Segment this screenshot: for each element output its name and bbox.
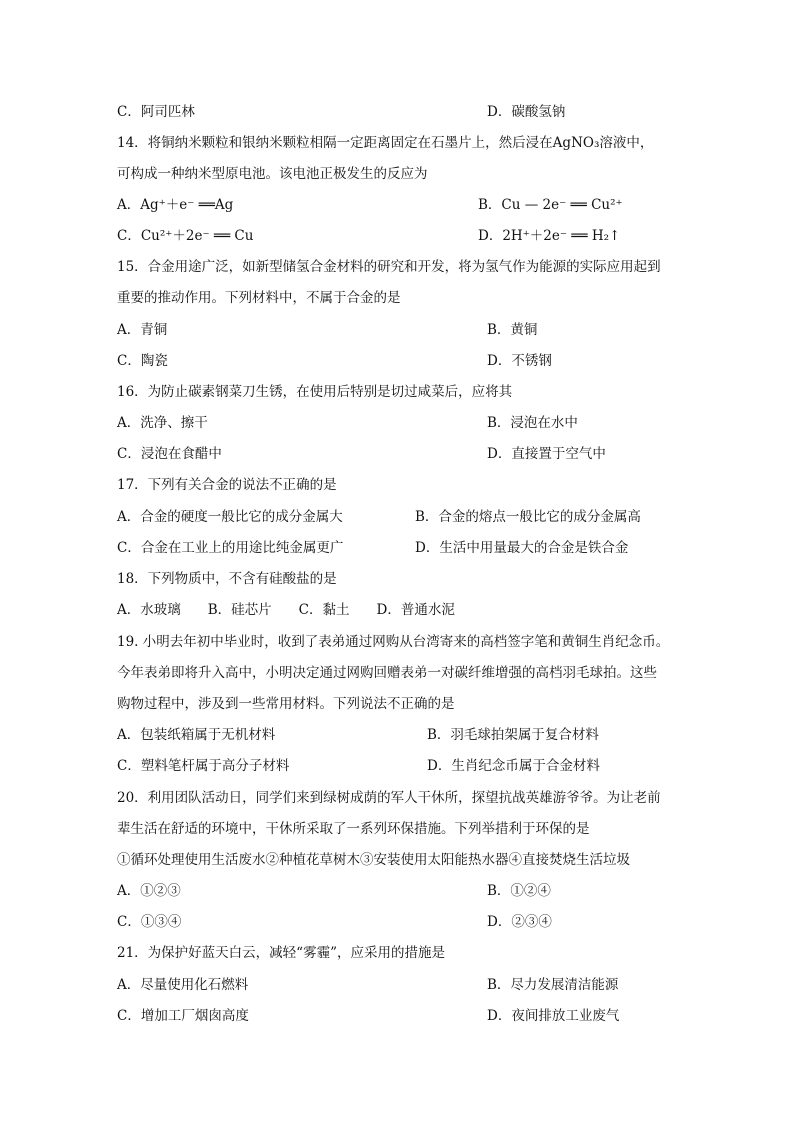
options-row: A．水玻璃 B．硅芯片 C．黏土 D．普通水泥 — [117, 602, 455, 618]
question-16 — [0, 380, 794, 404]
question-text: 购物过程中，涉及到一些常用材料。下列说法不正确的是 — [117, 696, 455, 712]
question-text: 可构成一种纳米型原电池。该电池正极发生的反应为 — [117, 166, 428, 182]
option-b: B．羽毛球拍架属于复合材料 — [427, 727, 599, 743]
text-line — [0, 817, 794, 841]
option-d: D．直接置于空气中 — [487, 446, 606, 462]
option-c: C．Cu²⁺＋2e⁻ ══ Cu — [117, 228, 254, 244]
question-19 — [0, 630, 794, 654]
question-21 — [0, 941, 794, 965]
question-18 — [0, 567, 794, 591]
option-d: D．碳酸氢钠 — [487, 104, 566, 120]
option-a: A．青铜 — [117, 322, 168, 338]
question-text: 17．下列有关合金的说法不正确的是 — [117, 477, 337, 493]
text-line — [0, 349, 794, 373]
option-c: C．塑料笔杆属于高分子材料 — [117, 758, 290, 774]
question-text: 辈生活在舒适的环境中，干休所采取了一系列环保措施。下列举措利于环保的是 — [117, 821, 590, 837]
text-line — [0, 661, 794, 685]
statement-list: ①循环处理使用生活废水②种植花草树木③安装使用太阳能热水器④直接焚烧生活垃圾 — [117, 852, 630, 868]
option-b: B．Cu — 2e⁻ ══ Cu²⁺ — [478, 197, 623, 213]
text-line — [0, 286, 794, 310]
question-text: 今年表弟即将升入高中，小明决定通过网购回赠表弟一对碳纤维增强的高档羽毛球拍。这些 — [117, 665, 657, 681]
option-d: D．②③④ — [487, 914, 552, 930]
text-line — [0, 100, 794, 124]
text-line — [0, 442, 794, 466]
option-d: D．2H⁺＋2e⁻ ══ H₂↑ — [478, 228, 621, 244]
question-14 — [0, 131, 794, 155]
option-c: C．阿司匹林 — [117, 104, 195, 120]
question-20 — [0, 786, 794, 810]
option-a: A．Ag⁺＋e⁻ ══Ag — [117, 197, 234, 213]
text-line — [0, 193, 794, 217]
text-line — [0, 162, 794, 186]
option-d: D．夜间排放工业废气 — [487, 1008, 620, 1024]
text-line — [0, 224, 794, 248]
option-c: C．①③④ — [117, 914, 182, 930]
option-c: C．合金在工业上的用途比纯金属更广 — [117, 540, 344, 556]
option-b: B．黄铜 — [487, 322, 538, 338]
text-line — [0, 973, 794, 997]
option-b: B．①②④ — [487, 883, 551, 899]
text-line — [0, 318, 794, 342]
option-c: C．浸泡在食醋中 — [117, 446, 222, 462]
text-line — [0, 910, 794, 934]
text-line — [0, 536, 794, 560]
option-a: A．洗净、擦干 — [117, 415, 208, 431]
text-line — [0, 754, 794, 778]
option-a: A．合金的硬度一般比它的成分金属大 — [117, 509, 343, 525]
question-15 — [0, 255, 794, 279]
text-line — [0, 879, 794, 903]
text-line — [0, 723, 794, 747]
text-line — [0, 411, 794, 435]
question-17 — [0, 473, 794, 497]
question-text: 18．下列物质中，不含有硅酸盐的是 — [117, 571, 337, 587]
option-b: B．尽力发展清洁能源 — [487, 977, 619, 993]
option-d: D．生活中用量最大的合金是铁合金 — [415, 540, 629, 556]
option-d: D．不锈钢 — [487, 353, 552, 369]
text-line — [0, 848, 794, 872]
option-d: D．生肖纪念币属于合金材料 — [427, 758, 600, 774]
question-text: 21．为保护好蓝天白云，减轻“雾霾”，应采用的措施是 — [117, 945, 445, 961]
option-b: B．浸泡在水中 — [487, 415, 578, 431]
text-line — [0, 598, 794, 622]
question-text: 16．为防止碳素钢菜刀生锈，在使用后特别是切过咸菜后，应将其 — [117, 384, 513, 400]
option-c: C．增加工厂烟囱高度 — [117, 1008, 249, 1024]
option-c: C．陶瓷 — [117, 353, 168, 369]
option-b: B．合金的熔点一般比它的成分金属高 — [415, 509, 641, 525]
question-text: 14．将铜纳米颗粒和银纳米颗粒相隔一定距离固定在石墨片上，然后浸在AgNO₃溶液中， — [117, 135, 654, 151]
option-a: A．①②③ — [117, 883, 181, 899]
question-text: 15．合金用途广泛，如新型储氢合金材料的研究和开发，将为氢气作为能源的实际应用起到 — [117, 259, 661, 275]
text-line — [0, 692, 794, 716]
question-text: 20．利用团队活动日，同学们来到绿树成荫的军人干休所，探望抗战英雄游爷爷。为让老前 — [117, 790, 661, 806]
option-a: A．包装纸箱属于无机材料 — [117, 727, 276, 743]
option-a: A．尽量使用化石燃料 — [117, 977, 249, 993]
text-line — [0, 1004, 794, 1028]
question-text: 重要的推动作用。下列材料中，不属于合金的是 — [117, 290, 401, 306]
question-text: 19. 小明去年初中毕业时，收到了表弟通过网购从台湾寄来的高档签字笔和黄铜生肖纪念币。 — [117, 634, 670, 650]
text-line — [0, 505, 794, 529]
